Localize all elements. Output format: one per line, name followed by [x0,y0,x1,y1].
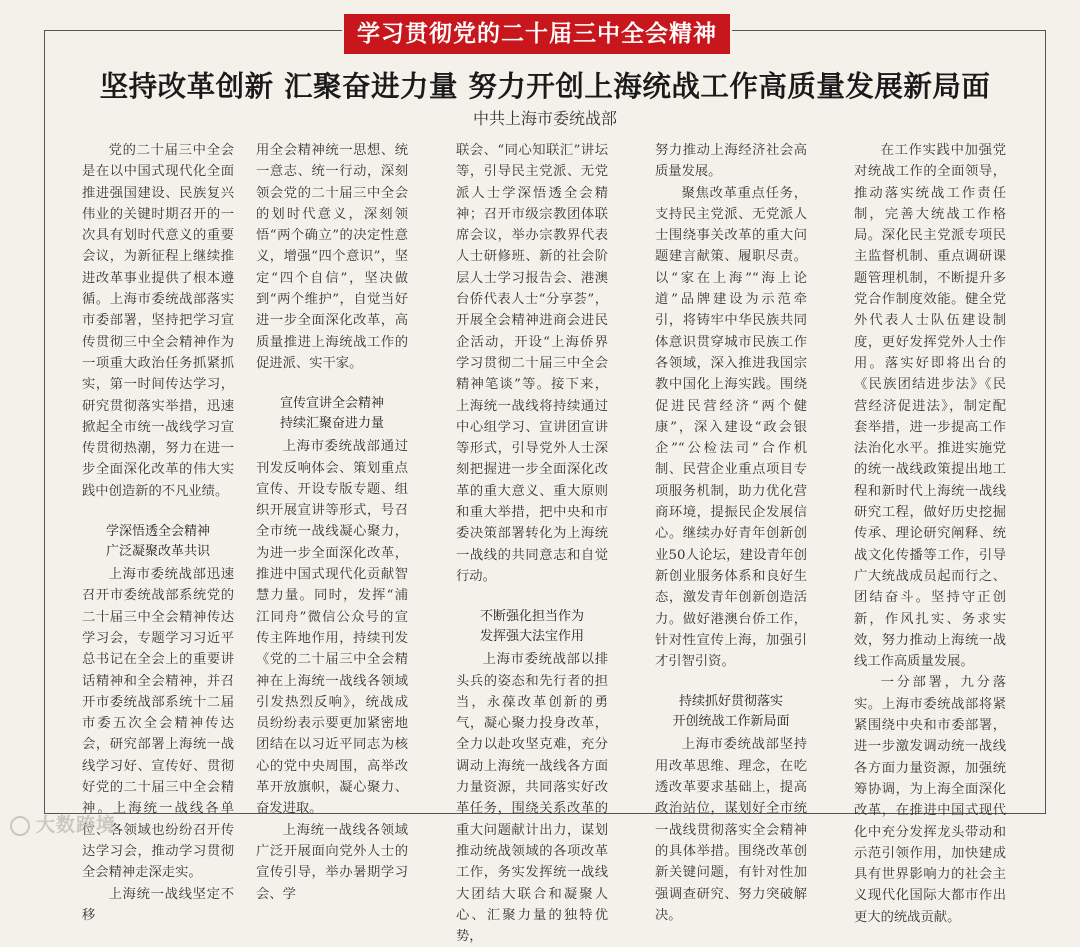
article-paragraph: 上海市委统战部以排头兵的姿态和先行者的担当，永葆改革创新的勇气，凝心聚力投身改革，全力以赴攻坚克难，充分调动上海统一战线各方面力量资源，共同落实好改革任务，围绕关系改革的重大问题献计出力，谋划推动统战领域的各项改革工作，务实发挥统一战线大团结大联合和凝聚人心、汇聚力量的独特优势， [456,652,608,945]
section-subheading [655,692,807,732]
camera-icon [10,816,30,836]
article-paragraph: 上海统一战线各领域广泛开展面向党外人士的宣传引导，举办暑期学习会、学 [256,822,408,902]
subheading-line: 发挥强大法宝作用 [479,629,584,645]
subheading-line: 学深悟透全会精神 [105,524,210,540]
page-title: 坚持改革创新 汇聚奋进力量 努力开创上海统战工作高质量发展新局面 [99,69,991,103]
subheading-line: 宣传宣讲全会精神 [279,396,384,412]
article-column-4 [655,140,807,923]
article-paragraph: 努力推动上海经济社会高质量发展。 [655,143,807,180]
article-column-2 [256,140,408,902]
subheading-line: 持续抓好贯彻落实 [678,694,783,710]
subheading-line: 开创统战工作新局面 [672,714,790,730]
subheading-line: 不断强化担当作为 [479,609,584,625]
article-paragraph: 上海市委统战部通过刊发反响体会、策划重点宣传、开设专版专题、组织开展宣讲等形式，号召全市统一战线凝心聚力，为进一步全面深化改革，推进中国式现代化贡献智慧力量。同时，发挥“浦江同舟”微信公众号的宣传主阵地作用，持续刊发《党的二十届三中全会精神在上海统一战线各领域引发热烈反响》，统战成员纷纷表示要更加紧密地团结在以习近平同志为核心的党中央周围，高举改革开放旗帜，凝心聚力、奋发进取。 [256,439,408,817]
section-subheading [82,522,234,562]
section-banner: 学习贯彻党的二十届三中全会精神 [344,14,730,54]
article-paragraph: 上海市委统战部坚持用改革思维、理念，在吃透改革要求基础上，提高政治站位，谋划好全市统一战线贯彻落实全会精神的具体举措。围绕改革创新关键问题，有针对性加强调查研究、努力突破解决。 [655,737,807,923]
article-paragraph: 党的二十届三中全会是在以中国式现代化全面推进强国建设、民族复兴伟业的关键时期召开的一次具有划时代意义的重要会议，为新征程上继续推进改革事业提供了根本遵循。上海市委统战部落实市委部署，坚持把学习宣传贯彻三中全会精神作为一项重大政治任务抓紧抓实，第一时间传达学习，研究贯彻落实举措，迅速掀起全市统一战线学习宣传贯彻热潮，努力在进一步全面深化改革的伟大实践中创造新的不凡业绩。 [82,143,234,499]
watermark-text: 大数跨境 [36,814,117,836]
article-paragraph: 联会、“同心知联汇”讲坛等，引导民主党派、无党派人士学深悟透全会精神；召开市级宗教团体联席会议，举办宗教界代表人士研修班、新的社会阶层人士学习报告会、港澳台侨代表人士“分享荟”，开展全会精神进商会进民企活动，开设“上海侨界学习贯彻二十届三中全会精神笔谈”等。接下来，上海统一战线将持续通过中心组学习、宣讲团宣讲等形式，引导党外人士深刻把握进一步全面深化改革的重大意义、重大原则和重大举措，把中央和市委决策部署转化为上海统一战线的共同意志和自觉行动。 [456,143,608,584]
article-column-5 [854,140,1006,925]
section-subheading [456,607,608,647]
subheading-line: 广泛凝聚改革共识 [105,544,210,560]
article-column-1 [82,140,234,923]
article-paragraph: 用全会精神统一思想、统一意志、统一行动，深刻领会党的二十届三中全会的划时代意义，深刻领悟“两个确立”的决定性意义，增强“四个意识”，坚定“四个自信”，坚决做到“两个维护”，自觉当好进一步全面深化改革，高质量推进上海统战工作的促进派、实干家。 [256,143,408,371]
article-paragraph: 上海市委统战部迅速召开市委统战部系统党的二十届三中全会精神传达学习会，专题学习习近平总书记在全会上的重要讲话精神和全会精神，并召开市委统战部系统十二届市委五次全会精神传达会，研究部署上海统一战线学习好、宣传好、贯彻好党的二十届三中全会精神。上海统一战线各单位、各领域也纷纷召开传达学习会，推动学习贯彻全会精神走深走实。 [82,567,234,881]
subheading-line: 持续汇聚奋进力量 [279,416,384,432]
article-paragraph: 上海统一战线坚定不移 [82,886,234,923]
byline: 中共上海市委统战部 [472,109,617,128]
article-paragraph: 一分部署，九分落实。上海市委统战部将紧紧围绕中央和市委部署，进一步激发调动统一战线各方面力量资源，加强统筹协调，为上海全面深化改革，在推进中国式现代化中充分发挥龙头带动和示范引领作用，加快建成具有世界影响力的社会主义现代化国际大都市作出更大的统战贡献。 [854,675,1006,925]
article-column-3 [456,140,608,945]
watermark [10,810,116,837]
article-paragraph: 在工作实践中加强党对统战工作的全面领导，推动落实统战工作责任制，完善大统战工作格局。深化民主党派专项民主监督机制、重点调研课题管理机制，不断提升多党合作制度效能。健全党外代表人士队伍建设制度，更好发挥党外人士作用。落实好即将出台的《民族团结进步法》《民营经济促进法》，制定配套举措，进一步提高工作法治化水平。推进实施党的统一战线政策提出地工程和新时代上海统一战线研究工程，做好历史挖掘传承、理论研究阐释、统战文化传播等工作，引导广大统战成员起而行之、团结奋斗。坚持守正创新，作风扎实、务求实效，努力推动上海统一战线工作高质量发展。 [854,143,1006,670]
section-subheading [256,394,408,434]
article-paragraph: 聚焦改革重点任务，支持民主党派、无党派人士围绕事关改革的重大问题建言献策、履职尽责。以“家在上海”“海上论道”品牌建设为示范牵引，将铸牢中华民族共同体意识贯穿城市民族工作各领域，深入推进我国宗教中国化上海实践。围绕促进民营经济“两个健康”，深入建设“政会银企”“公检法司”合作机制、民营企业重点项目专项服务机制，助力优化营商环境，提振民企发展信心。继续办好青年创新创业50人论坛，建设青年创新创业服务体系和良好生态，激发青年创新创造活力。做好港澳台侨工作，针对性宣传上海，加强引才引智引资。 [655,185,807,670]
